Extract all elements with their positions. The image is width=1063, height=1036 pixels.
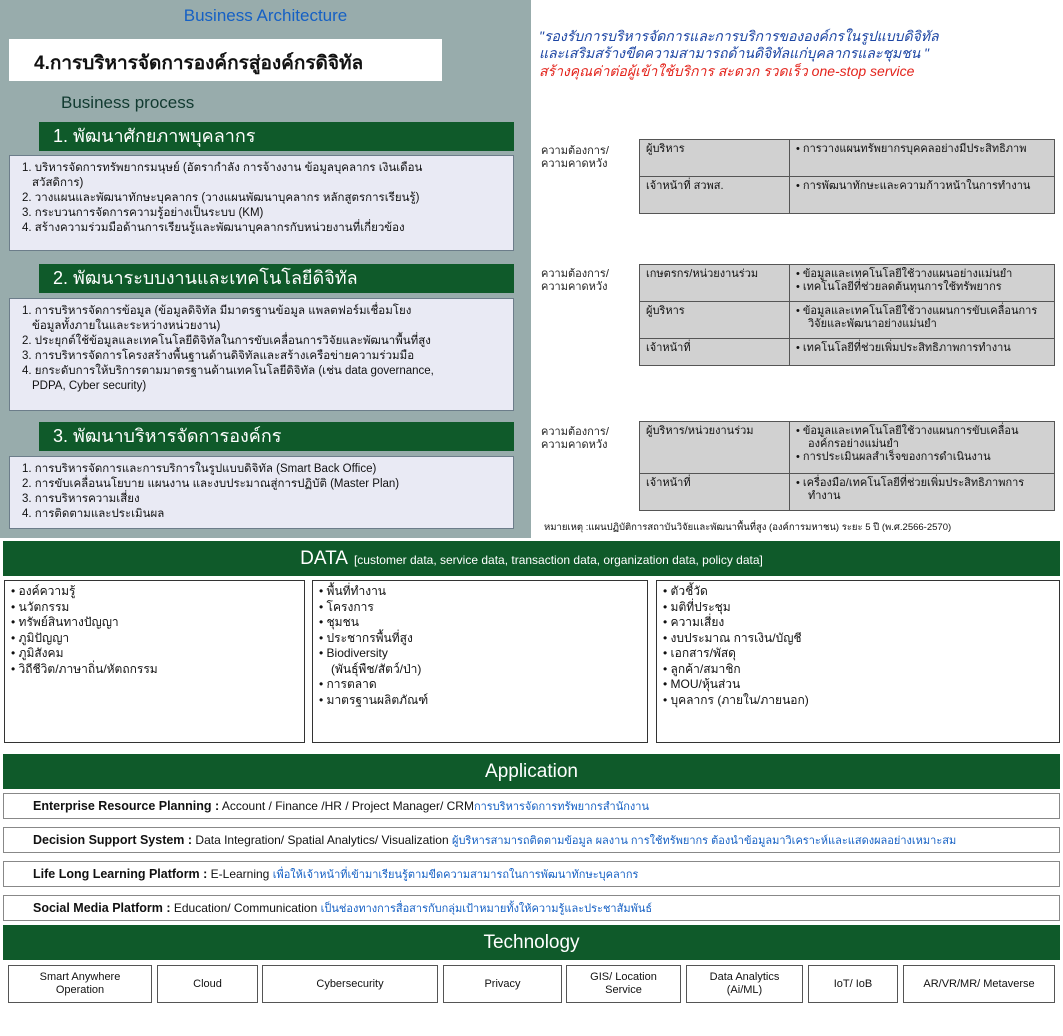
role-cell: ผู้บริหาร — [640, 302, 790, 339]
expectation-table-1 — [639, 139, 1055, 214]
data-title: DATA — [300, 548, 348, 569]
section-2-body — [9, 298, 514, 411]
section-item: สวัสดิการ) — [32, 177, 84, 189]
table-row — [640, 265, 1055, 302]
section-1-header: 1. พัฒนาศักยภาพบุคลากร — [39, 122, 514, 151]
section-item: PDPA, Cyber security) — [32, 380, 147, 392]
table-row — [640, 474, 1055, 511]
app-detail: Education/ Communication — [170, 901, 321, 915]
list-item: • นวัตกรรม — [11, 599, 70, 614]
data-column-1 — [4, 580, 305, 743]
expectation-label: ความต้องการ/ ความคาดหวัง — [541, 145, 609, 170]
role-cell: ผู้บริหาร — [640, 140, 790, 177]
section-3-body — [9, 456, 514, 529]
list-item: (พันธุ์พืช/สัตว์/ป่า) — [331, 661, 422, 676]
app-row-erp — [3, 793, 1060, 819]
section-item: 2. ประยุกต์ใช้ข้อมูลและเทคโนโลยีดิจิทัลในการขับเคลื่อนการวิจัยและพัฒนาพื้นที่สูง — [22, 335, 431, 347]
technology-header: Technology — [3, 925, 1060, 960]
app-note: การบริหารจัดการทรัพยากรสำนักงาน — [473, 801, 649, 813]
tech-item: Cybersecurity — [262, 965, 438, 1003]
section-1-body — [9, 155, 514, 251]
role-cell: เจ้าหน้าที่ — [640, 339, 790, 366]
expectation-table-3 — [639, 421, 1055, 511]
expectation-label: ความต้องการ/ ความคาดหวัง — [541, 426, 609, 451]
app-note: เป็นช่องทางการสื่อสารกับกลุ่มเป้าหมายทั้งให้ความรู้และประชาสัมพันธ์ — [320, 903, 653, 915]
app-name: Decision Support System : — [33, 833, 193, 847]
quote-line-3: สร้างคุณค่าต่อผู้เข้าใช้บริการ สะดวก รวดเร็ว one-stop service — [539, 63, 915, 79]
section-item: 4. การติดตามและประเมินผล — [22, 508, 165, 520]
business-architecture-title: Business Architecture — [183, 6, 348, 25]
business-process-label: Business process — [61, 93, 195, 112]
list-item: • เอกสาร/พัสดุ — [663, 646, 736, 660]
tech-item: Data Analytics (Ai/ML) — [686, 965, 803, 1003]
list-item: • มาตรฐานผลิตภัณฑ์ — [319, 692, 429, 707]
list-item: • ภูมิสังคม — [11, 646, 64, 660]
app-row-lll — [3, 861, 1060, 887]
table-row — [640, 177, 1055, 214]
app-name: Life Long Learning Platform : — [33, 867, 208, 881]
section-item: ข้อมูลทั้งภายในและระหว่างหน่วยงาน) — [32, 320, 221, 332]
desc-cell: • เครื่องมือ/เทคโนโลยีที่ช่วยเพิ่มประสิทธิภาพการทำงาน — [790, 474, 1055, 511]
section-item: 3. การบริหารความเสี่ยง — [22, 493, 140, 505]
application-header: Application — [3, 754, 1060, 789]
section-item: 1. การบริหารจัดการและการบริการในรูปแบบดิจิทัล (Smart Back Office) — [22, 463, 377, 475]
expectation-label: ความต้องการ/ ความคาดหวัง — [541, 268, 609, 293]
list-item: • โครงการ — [319, 599, 374, 614]
list-item: • การตลาด — [319, 677, 377, 691]
list-item: • พื้นที่ทำงาน — [319, 584, 387, 598]
section-item: 3. การบริหารจัดการโครงสร้างพื้นฐานด้านดิจิทัลและสร้างเครือข่ายความร่วมมือ — [22, 350, 415, 362]
page-title: 4.การบริหารจัดการองค์กรสู่องค์กรดิจิทัล — [34, 53, 364, 74]
desc-cell: • ข้อมูลและเทคโนโลยีใช้วางแผนอย่างแม่นยำ • เทคโนโลยีที่ช่วยลดต้นทุนการใช้ทรัพยากร — [790, 265, 1055, 302]
quote-line-2: และเสริมสร้างขีดความสามารถด้านดิจิทัลแก่บุคลากรและชุมชน " — [539, 45, 930, 61]
role-cell: ผู้บริหาร/หน่วยงานร่วม — [640, 422, 790, 474]
list-item: • ชุมชน — [319, 615, 359, 629]
app-name: Enterprise Resource Planning : — [33, 799, 220, 813]
section-3-header: 3. พัฒนาบริหารจัดการองค์กร — [39, 422, 514, 451]
app-detail: Account / Finance /HR / Project Manager/ CRM — [219, 799, 474, 813]
list-item: • วิถีชีวิต/ภาษาถิ่น/หัตถกรรม — [11, 661, 158, 676]
section-item: 1. บริหารจัดการทรัพยากรมนุษย์ (อัตรากำลัง การจ้างงาน ข้อมูลบุคลากร เงินเดือน — [22, 162, 423, 174]
section-item: 1. การบริหารจัดการข้อมูล (ข้อมูลดิจิทัล มีมาตรฐานข้อมูล แพลตฟอร์มเชื่อมโยง — [22, 305, 412, 317]
data-column-3 — [656, 580, 1060, 743]
section-item: 3. กระบวนการจัดการความรู้อย่างเป็นระบบ (KM) — [22, 207, 264, 219]
tech-item: Privacy — [443, 965, 562, 1003]
table-row — [640, 422, 1055, 474]
list-item: • ทรัพย์สินทางปัญญา — [11, 615, 119, 629]
table-row — [640, 302, 1055, 339]
list-item: • Biodiversity — [319, 646, 388, 660]
quote-line-1: "รองรับการบริหารจัดการและการบริการขององค์กรในรูปแบบดิจิทัล — [539, 28, 939, 44]
table-row — [640, 339, 1055, 366]
app-detail: E-Learning — [207, 867, 273, 881]
list-item: • บุคลากร (ภายใน/ภายนอก) — [663, 692, 809, 707]
list-item: • องค์ความรู้ — [11, 584, 76, 598]
data-subtitle: [customer data, service data, transaction data, organization data, policy data] — [353, 553, 763, 567]
list-item: • ประชากรพื้นที่สูง — [319, 630, 413, 645]
tech-item: AR/VR/MR/ Metaverse — [903, 965, 1055, 1003]
section-item: 4. สร้างความร่วมมือด้านการเรียนรู้และพัฒนาบุคลากรกับหน่วยงานที่เกี่ยวข้อง — [22, 222, 405, 234]
role-cell: เจ้าหน้าที่ สวพส. — [640, 177, 790, 214]
table-row — [640, 140, 1055, 177]
tech-item: IoT/ IoB — [808, 965, 898, 1003]
app-note: ผู้บริหารสามารถติดตามข้อมูล ผลงาน การใช้ทรัพยากร ต้องนำข้อมูลมาวิเคราะห์และแสดงผลอย่างเหมาะสม — [452, 835, 957, 847]
data-header — [3, 541, 1060, 576]
app-row-social — [3, 895, 1060, 921]
footnote: หมายเหตุ :แผนปฏิบัติการสถาบันวิจัยและพัฒนาพื้นที่สูง (องค์การมหาชน) ระยะ 5 ปี (พ.ศ.2566-2570) — [544, 522, 952, 533]
app-row-dss — [3, 827, 1060, 853]
section-item: 2. การขับเคลื่อนนโยบาย แผนงาน และงบประมาณสู่การปฏิบัติ (Master Plan) — [22, 478, 400, 490]
desc-cell: • การวางแผนทรัพยากรบุคคลอย่างมีประสิทธิภาพ — [790, 140, 1055, 177]
role-cell: เกษตรกร/หน่วยงานร่วม — [640, 265, 790, 302]
list-item: • มติที่ประชุม — [663, 599, 731, 614]
app-detail: Data Integration/ Spatial Analytics/ Visualization — [192, 833, 452, 847]
list-item: • ตัวชี้วัด — [663, 584, 708, 598]
list-item: • ภูมิปัญญา — [11, 630, 70, 645]
tech-item: Cloud — [157, 965, 258, 1003]
desc-cell: • เทคโนโลยีที่ช่วยเพิ่มประสิทธิภาพการทำงาน — [790, 339, 1055, 366]
section-2-header: 2. พัฒนาระบบงานและเทคโนโลยีดิจิทัล — [39, 264, 514, 293]
desc-cell: • ข้อมูลและเทคโนโลยีใช้วางแผนการขับเคลื่อนองค์กรอย่างแม่นยำ • การประเมินผลสำเร็จของการดำเนินงาน — [790, 422, 1055, 474]
desc-cell: • การพัฒนาทักษะและความก้าวหน้าในการทำงาน — [790, 177, 1055, 214]
app-name: Social Media Platform : — [33, 901, 171, 915]
section-item: 4. ยกระดับการให้บริการตามมาตรฐานด้านเทคโนโลยีดิจิทัล (เช่น data governance, — [22, 365, 434, 377]
tech-item: GIS/ Location Service — [566, 965, 681, 1003]
list-item: • ความเสี่ยง — [663, 615, 725, 629]
data-column-2 — [312, 580, 648, 743]
list-item: • งบประมาณ การเงิน/บัญชี — [663, 630, 802, 645]
desc-cell: • ข้อมูลและเทคโนโลยีใช้วางแผนการขับเคลื่อนการวิจัยและพัฒนาอย่างแม่นยำ — [790, 302, 1055, 339]
list-item: • ลูกค้า/สมาชิก — [663, 661, 741, 676]
list-item: • MOU/หุ้นส่วน — [663, 677, 741, 691]
app-note: เพื่อให้เจ้าหน้าที่เข้ามาเรียนรู้ตามขีดความสามารถในการพัฒนาทักษะบุคลากร — [272, 869, 639, 881]
role-cell: เจ้าหน้าที่ — [640, 474, 790, 511]
tech-item: Smart Anywhere Operation — [8, 965, 152, 1003]
expectation-table-2 — [639, 264, 1055, 366]
section-item: 2. วางแผนและพัฒนาทักษะบุคลากร (วางแผนพัฒนาบุคลากร หลักสูตรการเรียนรู้) — [22, 192, 420, 204]
